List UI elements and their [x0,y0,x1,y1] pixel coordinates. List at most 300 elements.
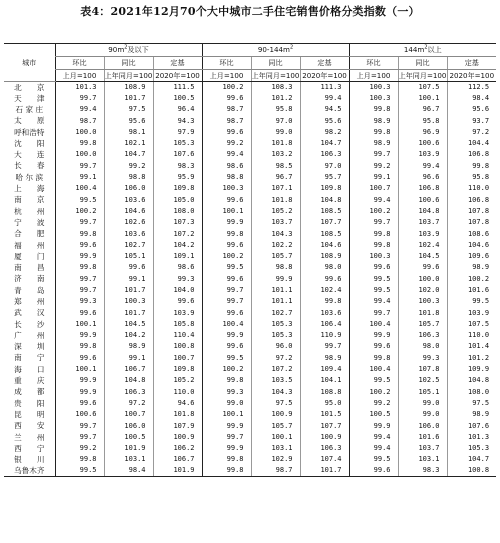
table-header [4,44,496,82]
city-name: 乌鲁木齐 [4,466,55,477]
index-value: 104.7 [300,138,349,149]
index-value: 109.6 [447,251,496,262]
base-label-mom: 上月=100 [55,70,104,82]
index-value: 102.7 [104,240,153,251]
index-value: 100.2 [349,387,398,398]
index-value: 101.3 [55,82,104,93]
city-name: 广 州 [14,330,45,340]
index-value: 99.9 [202,217,251,228]
index-value: 99.6 [202,307,251,318]
index-value: 99.5 [55,466,104,477]
index-value: 106.7 [153,454,202,465]
index-value: 99.7 [55,285,104,296]
index-value: 104.1 [300,375,349,386]
index-value: 99.3 [398,353,447,364]
index-value: 99.6 [202,274,251,285]
index-value: 109.9 [447,364,496,375]
index-value: 99.7 [55,217,104,228]
index-value: 99.2 [55,443,104,454]
index-value: 99.9 [55,387,104,398]
index-value: 105.3 [153,138,202,149]
index-value: 98.9 [349,115,398,126]
base-label-fixed: 2020年=100 [447,70,496,82]
index-value: 100.4 [349,319,398,330]
table-row [4,127,496,138]
index-value: 107.3 [153,217,202,228]
index-value: 99.8 [447,161,496,172]
index-value: 103.5 [251,375,300,386]
index-value: 107.6 [153,149,202,160]
index-value: 99.3 [202,387,251,398]
index-value: 104.8 [300,194,349,205]
city-name: 沈 阳 [14,138,45,148]
index-value: 100.7 [349,183,398,194]
city-name: 郑 州 [14,296,45,306]
index-value: 99.9 [55,375,104,386]
index-value: 97.5 [251,398,300,409]
table-row [4,115,496,126]
index-value: 108.3 [251,82,300,93]
index-value: 105.3 [251,319,300,330]
index-value: 103.9 [447,307,496,318]
index-value: 100.7 [153,353,202,364]
index-value: 95.0 [300,398,349,409]
index-value: 109.8 [300,183,349,194]
index-value: 100.4 [349,364,398,375]
index-value: 104.3 [251,387,300,398]
index-value: 104.5 [398,251,447,262]
city-name: 杭 州 [14,206,45,216]
index-value: 100.6 [398,138,447,149]
index-value: 101.7 [104,93,153,104]
base-label-yoy: 上年同月=100 [251,70,300,80]
index-value: 97.0 [251,115,300,126]
table-row [4,274,496,285]
index-value: 99.0 [398,409,447,420]
index-value: 104.5 [104,319,153,330]
table-row [4,93,496,104]
index-value: 99.5 [349,285,398,296]
index-value: 107.5 [447,319,496,330]
index-value: 101.2 [251,93,300,104]
index-value: 107.2 [251,364,300,375]
index-value: 100.3 [349,93,398,104]
index-value: 105.7 [251,420,300,431]
index-value: 103.7 [398,217,447,228]
index-value: 98.9 [447,409,496,420]
index-value: 98.0 [300,262,349,273]
city-name: 西 宁 [14,443,45,453]
index-value: 99.4 [349,194,398,205]
index-value: 99.6 [202,240,251,251]
index-value: 101.1 [251,285,300,296]
index-value: 104.6 [447,240,496,251]
index-value: 107.6 [447,420,496,431]
index-value: 102.5 [398,375,447,386]
table-row [4,432,496,443]
table-row [4,454,496,465]
index-value: 104.7 [447,454,496,465]
index-value: 109.4 [300,364,349,375]
index-value: 102.4 [398,240,447,251]
index-value: 99.8 [349,104,398,115]
index-value: 99.8 [202,454,251,465]
table-row [4,398,496,409]
index-value: 95.6 [300,115,349,126]
index-value: 105.2 [153,375,202,386]
table-row [4,319,496,330]
index-value: 105.8 [153,319,202,330]
index-value: 99.6 [202,127,251,138]
index-value: 98.4 [104,466,153,477]
index-value: 99.6 [153,296,202,307]
subheader-fixed: 定基 [153,57,202,70]
subheader-fixed: 定基 [300,57,349,70]
index-value: 98.3 [398,466,447,477]
index-value: 100.1 [251,432,300,443]
city-name: 济 南 [14,274,45,284]
index-value: 99.6 [202,93,251,104]
city-name: 太 原 [14,116,45,126]
index-value: 99.8 [349,353,398,364]
index-value: 106.8 [447,194,496,205]
index-value: 99.9 [349,330,398,341]
city-name: 上 海 [14,184,45,194]
index-value: 110.0 [153,387,202,398]
table-title: 表4：2021年12月70个大中城市二手住宅销售价格分类指数（一） [80,5,420,18]
index-value: 99.0 [398,398,447,409]
subheader-yoy: 同比 [398,57,447,70]
city-name: 合 肥 [14,229,45,239]
base-label-mom: 上月=100 [202,70,251,82]
index-value: 99.9 [202,330,251,341]
table-row [4,82,496,93]
index-value: 100.5 [153,93,202,104]
index-value: 106.8 [398,183,447,194]
index-value: 108.8 [300,387,349,398]
table-body [4,82,496,477]
index-value: 100.0 [55,149,104,160]
index-value: 99.9 [251,274,300,285]
index-value: 108.9 [104,82,153,93]
city-name: 石 家 庄 [15,104,44,114]
index-value: 99.6 [300,274,349,285]
city-name: 北 京 [14,82,45,92]
index-value: 101.8 [398,307,447,318]
index-value: 99.7 [55,274,104,285]
index-value: 94.3 [153,115,202,126]
index-value: 107.1 [251,183,300,194]
index-value: 100.9 [300,432,349,443]
index-value: 99.8 [202,228,251,239]
index-value: 99.8 [55,138,104,149]
index-value: 99.4 [55,104,104,115]
index-value: 99.6 [55,398,104,409]
city-name: 贵 阳 [14,398,45,408]
index-value: 105.3 [251,330,300,341]
base-label-fixed: 2020年=100 [153,70,202,82]
index-value: 105.3 [447,443,496,454]
subheader-yoy: 同比 [104,57,153,70]
index-value: 103.1 [251,443,300,454]
index-value: 105.0 [153,194,202,205]
index-value: 99.7 [349,307,398,318]
index-value: 104.2 [153,240,202,251]
base-label-yoy: 上年同月=100 [104,70,153,80]
index-value: 106.0 [104,183,153,194]
index-value: 94.6 [153,398,202,409]
index-value: 105.7 [251,251,300,262]
table-row [4,183,496,194]
index-value: 105.1 [104,251,153,262]
index-value: 99.9 [349,420,398,431]
index-value: 100.8 [447,466,496,477]
index-value: 107.8 [447,206,496,217]
index-value: 97.5 [104,104,153,115]
index-value: 100.1 [202,409,251,420]
index-value: 103.2 [251,149,300,160]
index-value: 95.6 [104,115,153,126]
index-value: 99.5 [202,262,251,273]
index-value: 99.8 [300,296,349,307]
index-value: 98.8 [202,172,251,183]
index-value: 97.2 [104,398,153,409]
index-value: 101.1 [251,296,300,307]
index-value: 99.6 [202,194,251,205]
index-value: 100.2 [202,251,251,262]
index-value: 103.9 [153,307,202,318]
index-value: 99.4 [398,161,447,172]
index-value: 107.7 [300,420,349,431]
index-value: 95.8 [447,172,496,183]
index-value: 99.5 [447,296,496,307]
base-label-yoy: 上年同月=100 [398,70,447,80]
city-name: 成 都 [14,387,45,397]
index-value: 97.0 [300,161,349,172]
index-value: 100.6 [55,409,104,420]
index-value: 99.7 [349,217,398,228]
index-value: 102.9 [251,454,300,465]
index-value: 103.1 [398,454,447,465]
index-value: 99.8 [55,228,104,239]
index-value: 110.9 [300,330,349,341]
index-value: 99.5 [55,194,104,205]
index-value: 101.4 [447,341,496,352]
index-value: 99.7 [55,432,104,443]
index-value: 99.5 [349,375,398,386]
index-value: 108.6 [447,228,496,239]
index-value: 111.3 [300,82,349,93]
index-value: 101.2 [447,353,496,364]
index-value: 98.9 [349,138,398,149]
index-value: 95.8 [251,104,300,115]
index-value: 104.8 [398,206,447,217]
index-value: 95.7 [300,172,349,183]
index-value: 100.3 [104,296,153,307]
table-row [4,138,496,149]
index-value: 99.7 [202,296,251,307]
index-value: 98.8 [104,172,153,183]
index-value: 104.8 [447,375,496,386]
city-name: 重 庆 [14,376,45,386]
index-value: 103.9 [398,149,447,160]
index-value: 98.0 [398,341,447,352]
city-name: 海 口 [14,364,45,374]
index-value: 94.5 [300,104,349,115]
base-label-mom: 上月=100 [349,70,398,82]
subheader-mom: 环比 [202,57,251,70]
index-value: 99.9 [202,420,251,431]
index-value: 99.8 [55,454,104,465]
index-value: 107.2 [153,228,202,239]
index-value: 109.1 [153,251,202,262]
index-value: 100.1 [202,206,251,217]
index-value: 96.6 [398,172,447,183]
index-value: 98.7 [55,115,104,126]
index-value: 98.5 [251,161,300,172]
table-row [4,104,496,115]
index-value: 100.3 [349,251,398,262]
index-value: 108.5 [300,228,349,239]
index-value: 103.9 [398,228,447,239]
index-value: 104.0 [153,285,202,296]
index-value: 98.9 [447,262,496,273]
index-value: 98.9 [104,341,153,352]
index-value: 96.4 [153,104,202,115]
table-row [4,443,496,454]
index-value: 100.1 [55,364,104,375]
index-value: 99.6 [55,307,104,318]
index-value: 99.1 [104,274,153,285]
index-value: 101.8 [251,194,300,205]
table-row [4,387,496,398]
subheader-mom: 环比 [55,57,104,70]
index-value: 106.3 [398,330,447,341]
index-value: 104.6 [104,206,153,217]
index-value: 104.6 [300,240,349,251]
index-value: 110.0 [447,330,496,341]
index-value: 100.4 [202,319,251,330]
index-value: 99.7 [55,93,104,104]
index-value: 100.5 [104,432,153,443]
city-name: 南 京 [14,195,45,205]
index-value: 95.9 [153,172,202,183]
index-value: 106.8 [447,149,496,160]
index-value: 98.7 [202,104,251,115]
index-value: 99.0 [251,127,300,138]
subheader-mom: 环比 [349,57,398,70]
index-value: 97.2 [447,127,496,138]
index-value: 106.3 [104,387,153,398]
index-value: 99.6 [104,262,153,273]
index-value: 99.1 [104,353,153,364]
index-value: 110.0 [447,183,496,194]
index-value: 105.7 [398,319,447,330]
index-value: 99.8 [349,228,398,239]
index-value: 93.7 [447,115,496,126]
index-value: 95.8 [398,115,447,126]
city-name: 呼和浩特 [14,127,45,137]
index-value: 99.6 [55,353,104,364]
city-name: 哈 尔 滨 [15,172,44,182]
index-value: 100.3 [202,183,251,194]
city-column-header: 城市 [4,44,55,82]
city-name: 南 宁 [14,353,45,363]
index-value: 99.5 [349,274,398,285]
table-row [4,409,496,420]
index-value: 101.6 [447,285,496,296]
index-value: 102.2 [251,240,300,251]
subheader-yoy: 同比 [251,57,300,70]
index-value: 101.8 [251,138,300,149]
index-value: 100.3 [398,296,447,307]
index-value: 101.7 [300,466,349,477]
index-value: 101.7 [104,285,153,296]
index-value: 107.8 [398,364,447,375]
index-value: 98.1 [104,127,153,138]
index-value: 102.1 [104,138,153,149]
index-value: 111.5 [153,82,202,93]
index-value: 108.0 [447,387,496,398]
index-value: 99.7 [202,432,251,443]
city-name: 福 州 [14,240,45,250]
table-row [4,330,496,341]
table-row [4,420,496,431]
index-value: 98.7 [251,466,300,477]
city-name: 厦 门 [14,251,45,261]
index-value: 99.6 [398,262,447,273]
table-row [4,285,496,296]
index-value: 104.2 [104,330,153,341]
index-value: 105.2 [251,206,300,217]
index-value: 107.8 [447,217,496,228]
index-value: 102.6 [104,217,153,228]
index-value: 98.2 [300,127,349,138]
index-value: 99.9 [202,443,251,454]
table-row [4,307,496,318]
index-value: 99.6 [202,341,251,352]
index-value: 99.2 [349,161,398,172]
index-value: 98.9 [300,353,349,364]
table-row [4,353,496,364]
index-value: 106.3 [300,443,349,454]
index-value: 99.6 [55,240,104,251]
city-name: 西 安 [14,421,45,431]
index-value: 99.2 [104,161,153,172]
index-value: 107.9 [153,420,202,431]
index-value: 97.2 [251,353,300,364]
index-value: 99.7 [349,149,398,160]
city-name: 宁 波 [14,217,45,227]
index-value: 102.4 [300,285,349,296]
index-value: 100.0 [398,274,447,285]
index-value: 108.0 [153,206,202,217]
city-name: 青 岛 [14,285,45,295]
subheader-fixed: 定基 [447,57,496,70]
index-value: 99.2 [349,398,398,409]
city-name: 兰 州 [14,432,45,442]
index-value: 99.9 [55,330,104,341]
index-value: 105.1 [398,387,447,398]
index-value: 98.3 [153,161,202,172]
index-value: 99.4 [202,149,251,160]
index-value: 104.4 [447,138,496,149]
table-row [4,296,496,307]
table-row [4,341,496,352]
index-value: 106.3 [300,149,349,160]
table-row [4,375,496,386]
index-value: 103.7 [251,217,300,228]
